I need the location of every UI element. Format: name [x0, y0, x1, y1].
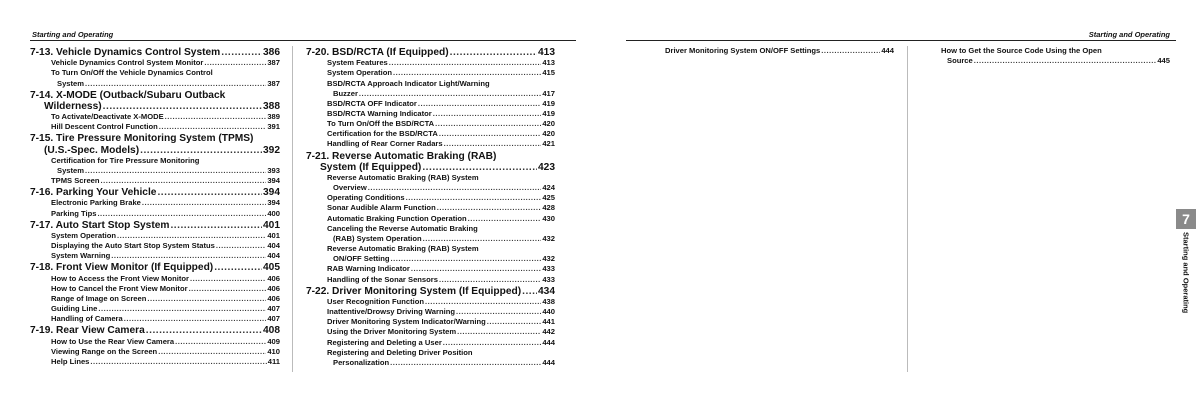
left-page-header: Starting and Operating [32, 30, 114, 39]
toc-page-number[interactable]: 417 [542, 88, 555, 98]
dot-leader [117, 231, 266, 241]
toc-page-number[interactable]: 442 [542, 327, 555, 337]
toc-page-number[interactable]: 401 [267, 230, 280, 240]
right-header-rule [626, 40, 1176, 41]
toc-entry-title: TPMS Screen [51, 176, 100, 186]
toc-entry-title: (U.S.-Spec. Models) [44, 144, 140, 156]
toc-entry-title: Canceling the Reverse Automatic Braking [327, 223, 478, 233]
toc-page-number[interactable]: 406 [267, 283, 280, 293]
dot-leader [221, 47, 262, 58]
toc-page-number[interactable]: 444 [542, 357, 555, 367]
toc-entry-title: Using the Driver Monitoring System [327, 327, 457, 337]
toc-entry[interactable] [30, 112, 280, 122]
toc-entry-title: Registering and Deleting Driver Position [327, 347, 473, 357]
toc-entry-title: Driver Monitoring System ON/OFF Settings [665, 46, 821, 55]
left-toc-column-2 [306, 46, 555, 368]
toc-entry-title: Reverse Automatic Braking (RAB) System [327, 173, 479, 183]
dot-leader [175, 337, 266, 347]
toc-entry-title: 7-21. Reverse Automatic Braking (RAB) [306, 150, 497, 162]
toc-entry-title: 7-14. X-MODE (Outback/Subaru Outback [30, 89, 226, 101]
toc-entry[interactable] [306, 264, 555, 274]
toc-entry[interactable] [306, 193, 555, 203]
toc-page-number[interactable]: 387 [267, 58, 280, 68]
dot-leader [157, 187, 262, 198]
toc-page-number[interactable]: 393 [267, 165, 280, 175]
toc-entry-title: Vehicle Dynamics Control System Monitor [51, 58, 204, 68]
toc-entry[interactable] [30, 209, 280, 219]
toc-section-heading[interactable] [30, 262, 280, 273]
toc-entry[interactable] [306, 327, 555, 337]
toc-page-number[interactable]: 411 [267, 356, 280, 366]
dot-leader [147, 294, 266, 304]
toc-entry[interactable] [306, 275, 555, 285]
dot-leader [146, 325, 262, 336]
toc-page-number[interactable]: 419 [542, 98, 555, 108]
toc-entry[interactable] [306, 139, 555, 149]
dot-leader [391, 254, 542, 264]
toc-entry-title: 7-13. Vehicle Dynamics Control System [30, 47, 221, 58]
toc-entry-title: Wilderness) [44, 100, 102, 112]
toc-entry[interactable] [644, 46, 894, 56]
toc-page-number[interactable]: 386 [263, 47, 280, 58]
toc-page-number[interactable]: 406 [267, 273, 280, 283]
toc-page-number[interactable]: 440 [542, 307, 555, 317]
toc-entry-title: Inattentive/Drowsy Driving Warning [327, 307, 455, 317]
toc-page-number[interactable]: 444 [881, 46, 894, 55]
toc-page-number[interactable]: 425 [542, 193, 555, 203]
toc-section-heading[interactable] [306, 286, 555, 297]
toc-page-number[interactable]: 441 [542, 317, 555, 327]
toc-entry-title: Displaying the Auto Start Stop System Status [51, 241, 215, 251]
toc-entry-title: BSD/RCTA Approach Indicator Light/Warning [327, 78, 490, 88]
toc-page-number[interactable]: 421 [542, 139, 555, 149]
toc-entry[interactable] [306, 297, 555, 307]
toc-entry-title: System [57, 165, 85, 175]
dot-leader [389, 58, 542, 68]
toc-entry-title: Buzzer [333, 88, 358, 98]
dot-leader [522, 286, 537, 297]
dot-leader [97, 209, 266, 219]
toc-entry-title: Sonar Audible Alarm Function [327, 203, 436, 213]
toc-section-heading[interactable] [30, 133, 280, 155]
toc-entry-title: Parking Tips [51, 208, 97, 218]
toc-entry-title: Source [947, 56, 973, 66]
toc-page-number[interactable]: 433 [542, 264, 555, 274]
toc-page-number[interactable]: 445 [1157, 56, 1170, 66]
toc-page-number[interactable]: 394 [267, 198, 280, 208]
dot-leader [101, 176, 267, 186]
toc-page-number[interactable]: 400 [267, 208, 280, 218]
left-header-rule [30, 40, 576, 41]
toc-entry-title: To Turn On/Off the Vehicle Dynamics Control [51, 68, 213, 78]
toc-page-number[interactable]: 415 [542, 68, 555, 78]
toc-entry-title: System Features [327, 58, 388, 68]
dot-leader [974, 56, 1157, 66]
dot-leader [170, 220, 262, 231]
chapter-tab-number[interactable]: 7 [1176, 209, 1196, 229]
dot-leader [390, 358, 541, 368]
dot-leader [406, 193, 542, 203]
toc-entry-title: To Activate/Deactivate X-MODE [51, 112, 164, 122]
toc-entry-title: How to Cancel the Front View Monitor [51, 283, 188, 293]
toc-page-number[interactable]: 420 [542, 119, 555, 129]
toc-entry-title: BSD/RCTA OFF Indicator [327, 98, 417, 108]
toc-entry[interactable] [306, 99, 555, 109]
toc-entry-title: System Warning [51, 251, 111, 261]
toc-page-number[interactable]: 409 [267, 336, 280, 346]
dot-leader [418, 99, 541, 109]
toc-entry[interactable] [306, 173, 555, 193]
toc-entry-title: 7-16. Parking Your Vehicle [30, 187, 157, 199]
toc-entry[interactable] [306, 307, 555, 317]
toc-entry[interactable] [920, 46, 1170, 66]
toc-page-number[interactable]: 388 [263, 100, 280, 112]
toc-entry-title: How to Access the Front View Monitor [51, 273, 189, 283]
dot-leader [435, 119, 541, 129]
toc-page-number[interactable]: 394 [267, 176, 280, 186]
toc-entry[interactable] [30, 357, 280, 367]
toc-entry[interactable] [306, 58, 555, 68]
dot-leader [457, 327, 541, 337]
toc-entry[interactable] [30, 284, 280, 294]
toc-page-number[interactable]: 433 [542, 274, 555, 284]
toc-entry[interactable] [306, 79, 555, 99]
toc-entry[interactable] [306, 68, 555, 78]
toc-page-number[interactable]: 404 [267, 241, 280, 251]
right-toc-column-2 [920, 46, 1170, 66]
toc-entry[interactable] [30, 198, 280, 208]
right-page [600, 0, 1200, 402]
toc-page-number[interactable]: 428 [542, 203, 555, 213]
toc-entry[interactable] [30, 314, 280, 324]
toc-page-number[interactable]: 444 [542, 337, 555, 347]
dot-leader [411, 264, 542, 274]
toc-entry-title: System [57, 78, 85, 88]
toc-page-number[interactable]: 407 [267, 314, 280, 324]
toc-entry-title: System (If Equipped) [320, 161, 422, 173]
toc-entry-title: Hill Descent Control Function [51, 122, 158, 132]
dot-leader [98, 304, 266, 314]
toc-entry-title: Reverse Automatic Braking (RAB) System [327, 244, 479, 254]
toc-entry-title: How to Get the Source Code Using the Open [941, 46, 1102, 55]
right-toc-column-1 [644, 46, 894, 56]
toc-page-number[interactable]: 394 [263, 187, 280, 199]
toc-entry[interactable] [30, 274, 280, 284]
dot-leader [443, 338, 542, 348]
toc-page-number[interactable]: 430 [542, 213, 555, 223]
toc-entry-title: (RAB) System Operation [333, 233, 422, 243]
toc-entry[interactable] [306, 119, 555, 129]
toc-entry-title: 7-20. BSD/RCTA (If Equipped) [306, 47, 449, 58]
toc-entry-title: 7-17. Auto Start Stop System [30, 219, 170, 231]
toc-page-number[interactable]: 406 [267, 293, 280, 303]
dot-leader [437, 203, 542, 213]
toc-entry[interactable] [30, 304, 280, 314]
toc-entry[interactable] [30, 241, 280, 251]
toc-entry[interactable] [30, 337, 280, 347]
toc-entry[interactable] [30, 58, 280, 68]
dot-leader [439, 275, 541, 285]
toc-entry-title: Handling of the Sonar Sensors [327, 274, 438, 284]
toc-section-heading[interactable] [30, 325, 280, 336]
dot-leader [158, 347, 266, 357]
toc-entry-title: 7-18. Front View Monitor (If Equipped) [30, 262, 214, 274]
toc-entry-title: Help Lines [51, 356, 90, 366]
dot-leader [423, 234, 542, 244]
dot-leader [165, 112, 267, 122]
toc-entry-title: 7-19. Rear View Camera [30, 325, 145, 337]
toc-entry-title: Handling of Camera [51, 314, 123, 324]
dot-leader [140, 145, 262, 156]
toc-entry[interactable] [306, 244, 555, 264]
dot-leader [393, 68, 541, 78]
dot-leader [190, 274, 266, 284]
dot-leader [159, 122, 267, 132]
dot-leader [487, 317, 542, 327]
dot-leader [85, 79, 266, 89]
dot-leader [368, 183, 542, 193]
toc-section-heading[interactable] [30, 90, 280, 112]
dot-leader [359, 89, 541, 99]
toc-page-number[interactable]: 408 [263, 325, 280, 337]
toc-entry-title: Registering and Deleting a User [327, 337, 442, 347]
toc-page-number[interactable]: 434 [538, 285, 555, 297]
dot-leader [214, 262, 262, 273]
toc-entry[interactable] [30, 68, 280, 88]
toc-page-number[interactable]: 392 [263, 144, 280, 156]
toc-entry[interactable] [306, 224, 555, 244]
toc-entry[interactable] [306, 338, 555, 348]
toc-page-number[interactable]: 420 [542, 129, 555, 139]
right-page-header: Starting and Operating [1088, 30, 1170, 39]
toc-page-number[interactable]: 387 [267, 78, 280, 88]
dot-leader [142, 198, 266, 208]
toc-entry-title: Personalization [333, 357, 390, 367]
toc-entry-title: To Turn On/Off the BSD/RCTA [327, 119, 435, 129]
toc-page-number[interactable]: 432 [542, 233, 555, 243]
toc-entry-title: Overview [333, 183, 367, 193]
chapter-tab-label: Starting and Operating [1181, 232, 1191, 314]
toc-entry-title: Guiding Line [51, 304, 98, 314]
dot-leader [103, 101, 262, 112]
toc-entry-title: Driver Monitoring System Indicator/Warning [327, 317, 486, 327]
toc-entry-title: How to Use the Rear View Camera [51, 336, 175, 346]
toc-entry-title: User Recognition Function [327, 296, 425, 306]
toc-entry[interactable] [306, 203, 555, 213]
toc-page-number[interactable]: 413 [542, 58, 555, 68]
dot-leader [425, 297, 541, 307]
dot-leader [422, 162, 537, 173]
dot-leader [204, 58, 266, 68]
toc-entry[interactable] [30, 231, 280, 241]
toc-entry[interactable] [306, 109, 555, 119]
toc-section-heading[interactable] [30, 220, 280, 231]
dot-leader [85, 166, 266, 176]
toc-page-number[interactable]: 424 [542, 183, 555, 193]
toc-page-number[interactable]: 423 [538, 161, 555, 173]
toc-section-heading[interactable] [30, 187, 280, 198]
toc-entry[interactable] [306, 348, 555, 368]
dot-leader [124, 314, 267, 324]
right-column-divider [907, 46, 908, 372]
dot-leader [456, 307, 541, 317]
toc-entry-title: Electronic Parking Brake [51, 198, 141, 208]
toc-entry-title: BSD/RCTA Warning Indicator [327, 108, 432, 118]
left-toc-column-1 [30, 46, 280, 367]
toc-page-number[interactable]: 401 [263, 219, 280, 231]
toc-entry-title: ON/OFF Setting [333, 254, 390, 264]
toc-entry-title: Certification for the BSD/RCTA [327, 129, 438, 139]
toc-page-number[interactable]: 404 [267, 251, 280, 261]
toc-entry-title: 7-15. Tire Pressure Monitoring System (TPMS) [30, 133, 254, 145]
toc-entry[interactable] [30, 176, 280, 186]
dot-leader [189, 284, 267, 294]
toc-page-number[interactable]: 405 [263, 262, 280, 274]
toc-page-number[interactable]: 410 [267, 346, 280, 356]
toc-entry-title: Range of Image on Screen [51, 293, 147, 303]
toc-entry[interactable] [30, 294, 280, 304]
toc-entry-title: Handling of Rear Corner Radars [327, 139, 443, 149]
dot-leader [216, 241, 266, 251]
dot-leader [90, 357, 266, 367]
toc-entry[interactable] [30, 122, 280, 132]
toc-entry[interactable] [30, 347, 280, 357]
toc-entry-title: System Operation [327, 68, 392, 78]
toc-page-number[interactable]: 389 [267, 112, 280, 122]
toc-entry-title: 7-22. Driver Monitoring System (If Equipped) [306, 285, 522, 297]
toc-page-number[interactable]: 432 [542, 254, 555, 264]
toc-page-number[interactable]: 413 [538, 47, 555, 58]
toc-entry[interactable] [306, 129, 555, 139]
toc-entry-title: Automatic Braking Function Operation [327, 213, 467, 223]
toc-entry-title: Viewing Range on the Screen [51, 346, 158, 356]
toc-entry[interactable] [30, 251, 280, 261]
toc-section-heading[interactable] [30, 47, 280, 58]
dot-leader [444, 139, 542, 149]
toc-entry-title: RAB Warning Indicator [327, 264, 410, 274]
dot-leader [439, 129, 542, 139]
toc-page-number[interactable]: 391 [267, 122, 280, 132]
toc-entry-title: System Operation [51, 230, 116, 240]
toc-page-number[interactable]: 407 [267, 304, 280, 314]
toc-entry[interactable] [30, 156, 280, 176]
dot-leader [111, 251, 266, 261]
toc-page-number[interactable]: 419 [542, 108, 555, 118]
dot-leader [450, 47, 537, 58]
toc-section-heading[interactable] [306, 151, 555, 173]
toc-entry-title: Certification for Tire Pressure Monitoring [51, 155, 200, 165]
toc-page-number[interactable]: 438 [542, 296, 555, 306]
dot-leader [468, 214, 542, 224]
toc-section-heading[interactable] [306, 47, 555, 58]
dot-leader [821, 46, 880, 56]
toc-entry[interactable] [306, 214, 555, 224]
left-column-divider [292, 46, 293, 372]
toc-entry-title: Operating Conditions [327, 193, 405, 203]
toc-entry[interactable] [306, 317, 555, 327]
dot-leader [433, 109, 542, 119]
